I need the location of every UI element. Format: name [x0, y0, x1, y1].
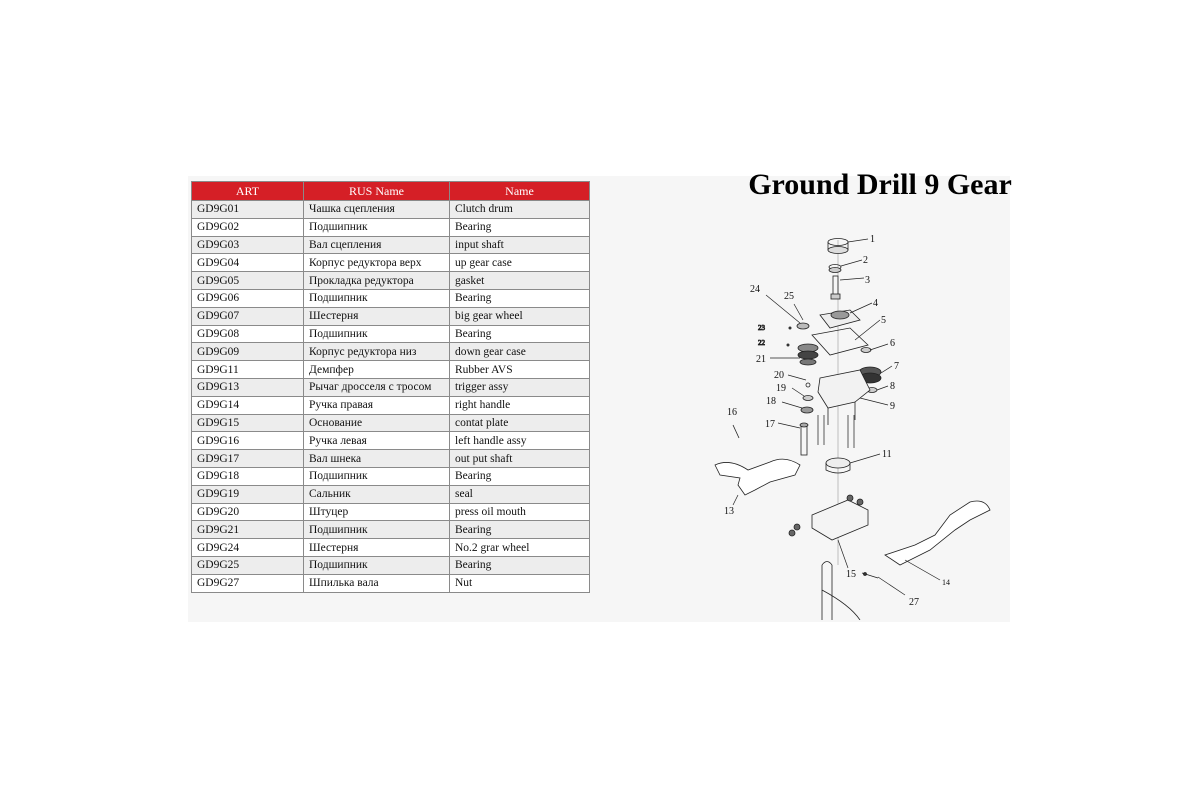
cell-art: GD9G24	[192, 539, 304, 557]
part-bearing-6	[861, 348, 871, 353]
table-row	[192, 378, 590, 396]
table-row	[192, 521, 590, 539]
cell-rus-name: Подшипник	[304, 521, 450, 539]
cell-name: seal	[450, 485, 590, 503]
cell-name: Nut	[450, 574, 590, 592]
label-4: 4	[873, 298, 878, 309]
cell-name: Rubber AVS	[450, 361, 590, 379]
cell-art: GD9G07	[192, 307, 304, 325]
cell-art: GD9G19	[192, 485, 304, 503]
exploded-parts-diagram	[700, 220, 1010, 620]
cell-name: left handle assy	[450, 432, 590, 450]
table-row	[192, 218, 590, 236]
table-row	[192, 307, 590, 325]
label-1: 1	[870, 234, 875, 245]
part-bearing-2	[829, 265, 841, 273]
cell-art: GD9G11	[192, 361, 304, 379]
cell-name: Bearing	[450, 467, 590, 485]
cell-art: GD9G03	[192, 236, 304, 254]
cell-rus-name: Подшипник	[304, 218, 450, 236]
part-bolt-16	[733, 425, 739, 438]
cell-name: Clutch drum	[450, 201, 590, 219]
table-row	[192, 254, 590, 272]
cell-name: No.2 grar wheel	[450, 539, 590, 557]
cell-art: GD9G25	[192, 556, 304, 574]
part-seal-19	[803, 396, 813, 401]
cell-art: GD9G02	[192, 218, 304, 236]
cell-art: GD9G05	[192, 272, 304, 290]
part-down-gear-case	[818, 370, 870, 425]
part-bolts	[818, 415, 854, 448]
cell-art: GD9G16	[192, 432, 304, 450]
cell-rus-name: Шестерня	[304, 307, 450, 325]
cell-name: right handle	[450, 396, 590, 414]
table-row	[192, 289, 590, 307]
table-row	[192, 539, 590, 557]
cell-rus-name: Вал сцепления	[304, 236, 450, 254]
table-row	[192, 236, 590, 254]
mark-23: 23	[758, 324, 765, 332]
cell-rus-name: Подшипник	[304, 467, 450, 485]
part-nut-27	[862, 573, 878, 579]
mark-22: 22	[758, 339, 765, 347]
cell-art: GD9G09	[192, 343, 304, 361]
cell-name: big gear wheel	[450, 307, 590, 325]
label-5: 5	[881, 315, 886, 326]
cell-rus-name: Корпус редуктора низ	[304, 343, 450, 361]
label-25: 25	[784, 291, 794, 302]
table-row	[192, 485, 590, 503]
part-gear-left	[798, 344, 818, 365]
cell-rus-name: Шестерня	[304, 539, 450, 557]
cell-art: GD9G27	[192, 574, 304, 592]
cell-art: GD9G04	[192, 254, 304, 272]
part-oil-mouth-20	[806, 383, 810, 387]
label-16: 16	[727, 407, 737, 418]
cell-art: GD9G06	[192, 289, 304, 307]
part-gasket	[812, 328, 868, 355]
table-row	[192, 343, 590, 361]
cell-art: GD9G15	[192, 414, 304, 432]
cell-rus-name: Основание	[304, 414, 450, 432]
label-18: 18	[766, 396, 776, 407]
cell-rus-name: Рычаг дросселя с тросом	[304, 378, 450, 396]
cell-art: GD9G18	[192, 467, 304, 485]
table-row	[192, 414, 590, 432]
header-art: ART	[192, 182, 304, 201]
cell-rus-name: Подшипник	[304, 556, 450, 574]
cell-rus-name: Штуцер	[304, 503, 450, 521]
cell-name: Bearing	[450, 289, 590, 307]
header-rus-name: RUS Name	[304, 182, 450, 201]
cell-rus-name: Корпус редуктора верх	[304, 254, 450, 272]
cell-art: GD9G08	[192, 325, 304, 343]
page-title: Ground Drill 9 Gear	[748, 168, 1012, 201]
table-row	[192, 556, 590, 574]
cell-name: Bearing	[450, 325, 590, 343]
cell-name: trigger assy	[450, 378, 590, 396]
cell-rus-name: Шпилька вала	[304, 574, 450, 592]
cell-art: GD9G21	[192, 521, 304, 539]
cell-name: Bearing	[450, 218, 590, 236]
cell-name: press oil mouth	[450, 503, 590, 521]
label-24: 24	[750, 284, 760, 295]
cell-name: gasket	[450, 272, 590, 290]
label-2: 2	[863, 255, 868, 266]
parts-table	[191, 181, 590, 593]
label-21: 21	[756, 354, 766, 365]
table-row	[192, 574, 590, 592]
cell-name: contat plate	[450, 414, 590, 432]
label-27: 27	[909, 597, 919, 608]
label-11: 11	[882, 449, 892, 460]
cell-rus-name: Вал шнека	[304, 450, 450, 468]
label-8: 8	[890, 381, 895, 392]
part-bearing-25	[797, 323, 809, 329]
part-contact-plate	[789, 495, 868, 540]
part-up-gear-case	[820, 310, 860, 328]
table-row	[192, 272, 590, 290]
cell-rus-name: Ручка левая	[304, 432, 450, 450]
header-name: Name	[450, 182, 590, 201]
label-14: 14	[942, 578, 950, 587]
label-9: 9	[890, 401, 895, 412]
label-15: 15	[846, 569, 856, 580]
cell-name: Bearing	[450, 521, 590, 539]
cell-name: out put shaft	[450, 450, 590, 468]
table-row	[192, 361, 590, 379]
cell-art: GD9G14	[192, 396, 304, 414]
cell-name: down gear case	[450, 343, 590, 361]
cell-rus-name: Подшипник	[304, 289, 450, 307]
part-left-handle	[715, 459, 800, 495]
cell-art: GD9G01	[192, 201, 304, 219]
cell-art: GD9G13	[192, 378, 304, 396]
cell-rus-name: Подшипник	[304, 325, 450, 343]
table-row	[192, 325, 590, 343]
part-bearing-18	[801, 407, 813, 413]
part-right-handle	[885, 501, 990, 565]
table-row	[192, 503, 590, 521]
cell-name: Bearing	[450, 556, 590, 574]
label-17: 17	[765, 419, 775, 430]
label-19: 19	[776, 383, 786, 394]
label-7: 7	[894, 361, 899, 372]
cell-rus-name: Демпфер	[304, 361, 450, 379]
cell-rus-name: Ручка правая	[304, 396, 450, 414]
part-output-shaft	[800, 423, 808, 455]
cell-rus-name: Чашка сцепления	[304, 201, 450, 219]
table-row	[192, 450, 590, 468]
label-13: 13	[724, 506, 734, 517]
cell-name: up gear case	[450, 254, 590, 272]
table-row	[192, 432, 590, 450]
cell-art: GD9G17	[192, 450, 304, 468]
table-row	[192, 396, 590, 414]
cell-rus-name: Сальник	[304, 485, 450, 503]
cell-art: GD9G20	[192, 503, 304, 521]
part-input-shaft	[831, 276, 840, 299]
label-20: 20	[774, 370, 784, 381]
table-row	[192, 201, 590, 219]
label-6: 6	[890, 338, 895, 349]
label-3: 3	[865, 275, 870, 286]
table-header-row	[192, 182, 590, 201]
cell-rus-name: Прокладка редуктора	[304, 272, 450, 290]
table-row	[192, 467, 590, 485]
cell-name: input shaft	[450, 236, 590, 254]
